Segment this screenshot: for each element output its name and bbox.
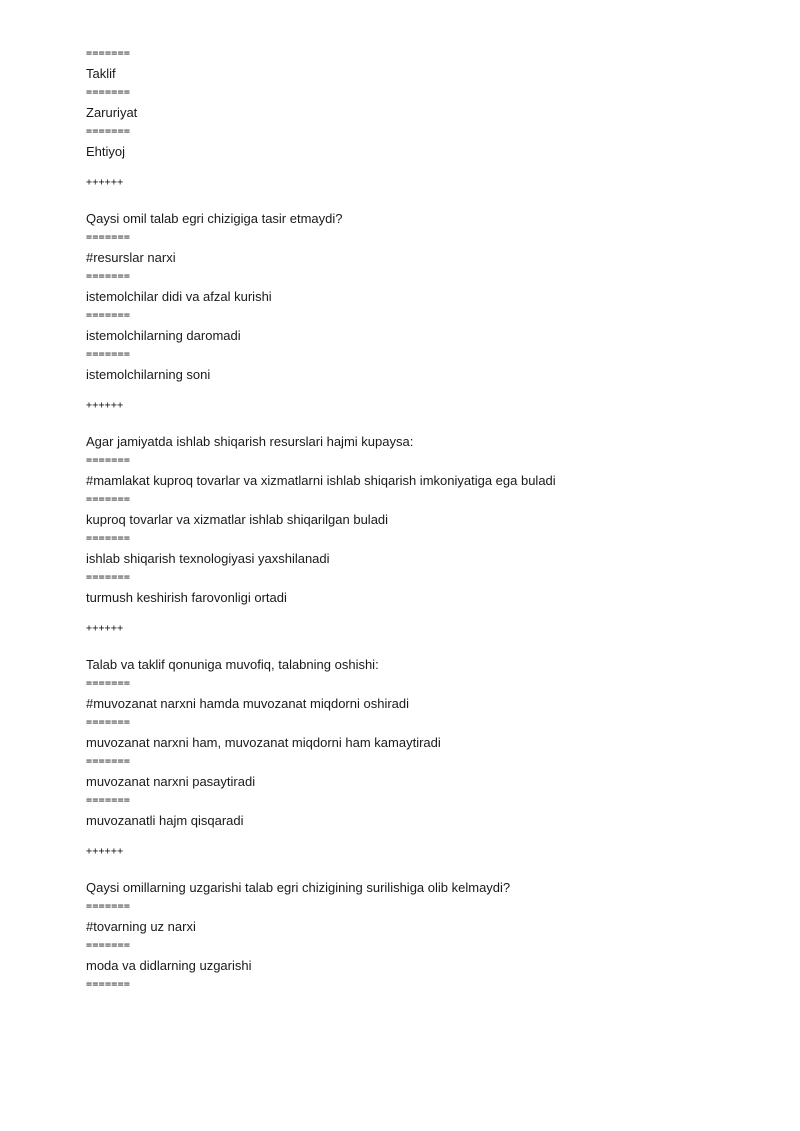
answer-option: muvozanat narxni ham, muvozanat miqdorni ham kamaytiradi (86, 735, 441, 750)
question-text: Talab va taklif qonuniga muvofiq, talabning oshishi: (86, 657, 379, 672)
answer-option: Ehtiyoj (86, 144, 126, 159)
separator: ======= (86, 455, 131, 466)
question-text: Agar jamiyatda ishlab shiqarish resurslari hajmi kupaysa: (86, 434, 414, 449)
answer-option: #mamlakat kuproq tovarlar va xizmatlarni ishlab shiqarish imkoniyatiga ega buladi (86, 473, 556, 488)
answer-option: muvozanatli hajm qisqaradi (86, 813, 244, 828)
question-text: Qaysi omillarning uzgarishi talab egri chizigining surilishiga olib kelmaydi? (86, 880, 511, 895)
separator: ======= (86, 349, 131, 360)
block-separator: ++++++ (86, 400, 124, 411)
answer-option: #tovarning uz narxi (86, 919, 196, 934)
separator: ======= (86, 232, 131, 243)
separator: ======= (86, 310, 131, 321)
answer-option: istemolchilar didi va afzal kurishi (86, 289, 272, 304)
separator: ======= (86, 87, 131, 98)
top-fragment (86, 48, 766, 165)
separator: ======= (86, 979, 131, 990)
question-block (86, 205, 766, 388)
answer-option: turmush keshirish farovonligi ortadi (86, 590, 287, 605)
answer-option: moda va didlarning uzgarishi (86, 958, 252, 973)
answer-option: #resurslar narxi (86, 250, 176, 265)
answer-option: Taklif (86, 66, 116, 81)
question-block (86, 874, 766, 991)
answer-option: ishlab shiqarish texnologiyasi yaxshilanadi (86, 551, 330, 566)
answer-option: istemolchilarning soni (86, 367, 211, 382)
block-separator: ++++++ (86, 177, 124, 188)
separator: ======= (86, 494, 131, 505)
answer-option: muvozanat narxni pasaytiradi (86, 774, 256, 789)
question-text: Qaysi omil talab egri chizigiga tasir etmaydi? (86, 211, 343, 226)
separator: ======= (86, 756, 131, 767)
separator: ======= (86, 48, 131, 59)
separator: ======= (86, 717, 131, 728)
answer-option: kuproq tovarlar va xizmatlar ishlab shiqarilgan buladi (86, 512, 389, 527)
block-separator: ++++++ (86, 623, 124, 634)
document-page (86, 48, 766, 991)
question-block (86, 428, 766, 611)
separator: ======= (86, 940, 131, 951)
answer-option: #muvozanat narxni hamda muvozanat miqdorni oshiradi (86, 696, 410, 711)
separator: ======= (86, 126, 131, 137)
question-block (86, 651, 766, 834)
separator: ======= (86, 533, 131, 544)
answer-option: Zaruriyat (86, 105, 138, 120)
separator: ======= (86, 901, 131, 912)
separator: ======= (86, 271, 131, 282)
separator: ======= (86, 572, 131, 583)
answer-option: istemolchilarning daromadi (86, 328, 241, 343)
separator: ======= (86, 678, 131, 689)
block-separator: ++++++ (86, 846, 124, 857)
separator: ======= (86, 795, 131, 806)
